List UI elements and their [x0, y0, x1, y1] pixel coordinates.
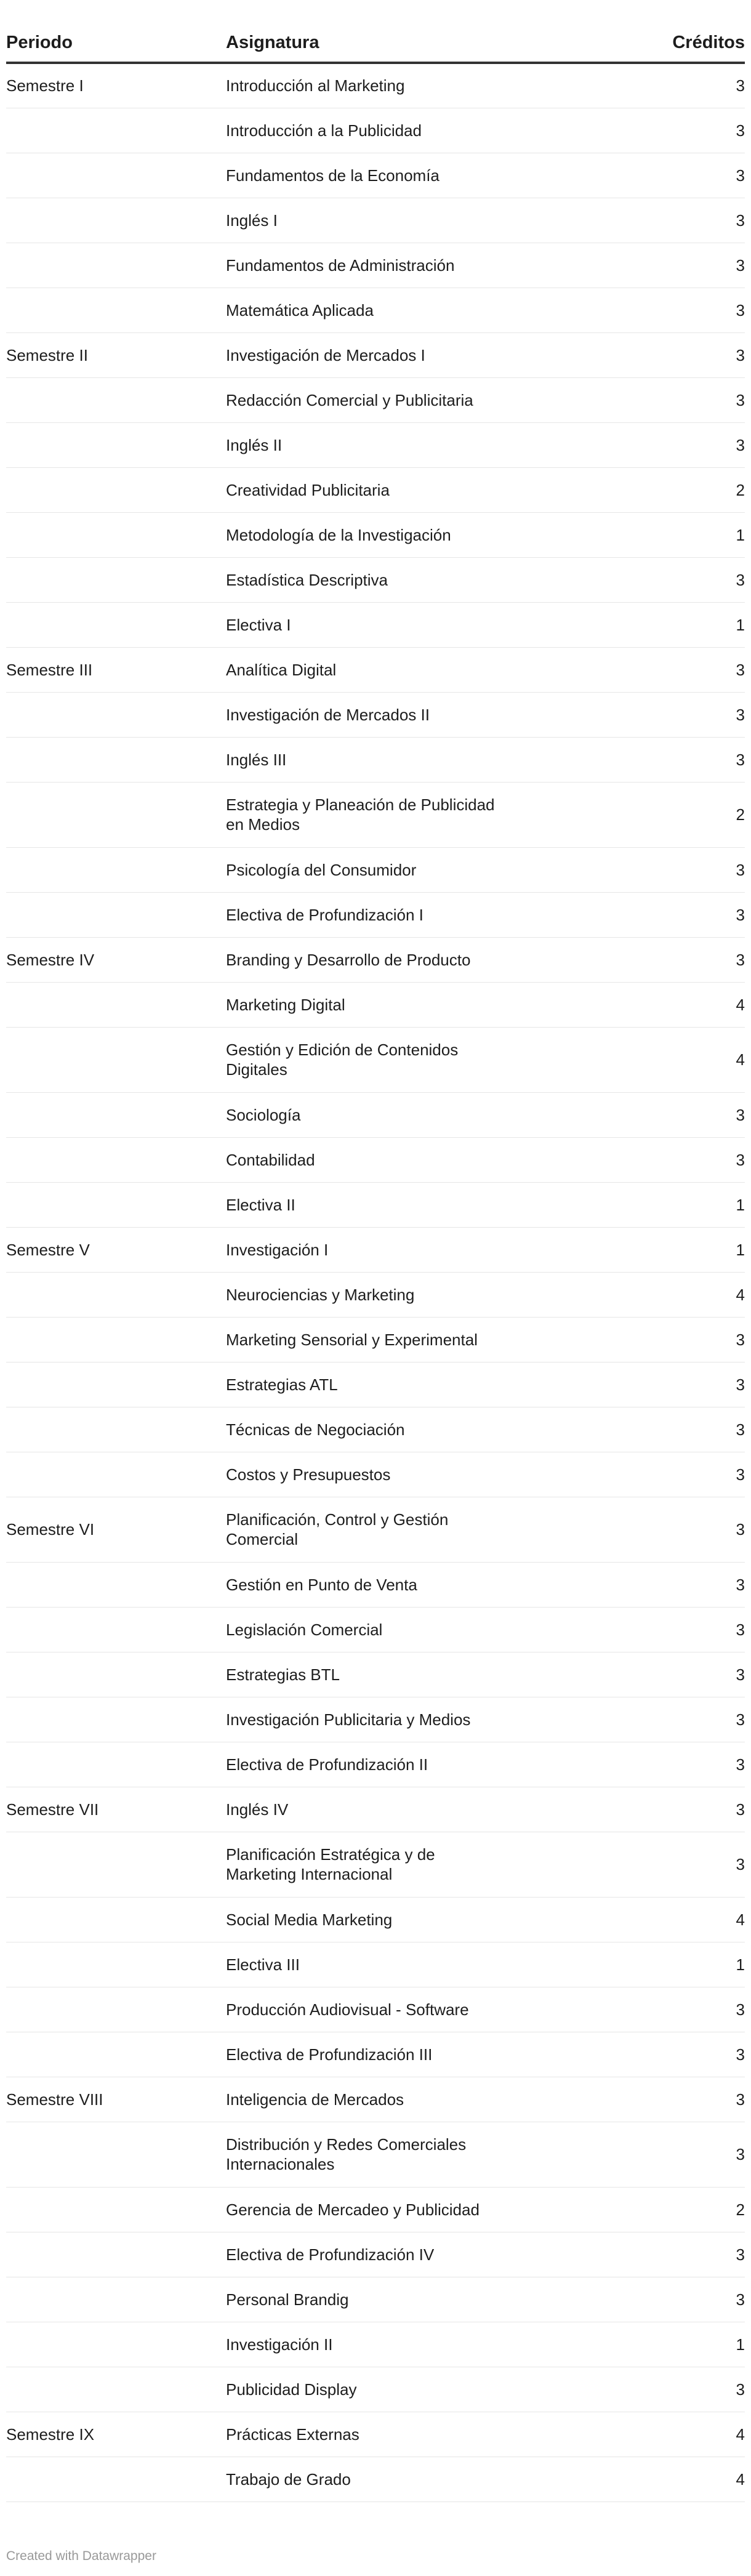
cell-asignatura: Gerencia de Mercadeo y Publicidad	[226, 2187, 517, 2232]
column-header-periodo[interactable]: Periodo	[6, 17, 226, 63]
table-row	[6, 1027, 745, 1092]
cell-asignatura: Introducción al Marketing	[226, 63, 517, 108]
cell-creditos: 1	[517, 1182, 745, 1227]
cell-asignatura: Social Media Marketing	[226, 1897, 517, 1942]
table-row	[6, 1227, 745, 1272]
cell-asignatura: Personal Brandig	[226, 2277, 517, 2322]
cell-asignatura: Marketing Sensorial y Experimental	[226, 1317, 517, 1362]
cell-periodo	[6, 1407, 226, 1452]
cell-periodo	[6, 243, 226, 288]
table-row	[6, 1897, 745, 1942]
table-row	[6, 1742, 745, 1787]
cell-creditos: 1	[517, 1942, 745, 1987]
cell-asignatura: Estrategia y Planeación de Publicidad en Medios	[226, 782, 517, 847]
cell-periodo	[6, 892, 226, 937]
cell-periodo	[6, 422, 226, 467]
table-row	[6, 1562, 745, 1607]
cell-creditos: 3	[517, 937, 745, 982]
cell-periodo	[6, 1697, 226, 1742]
cell-periodo	[6, 288, 226, 332]
cell-periodo	[6, 153, 226, 198]
cell-asignatura: Metodología de la Investigación	[226, 512, 517, 557]
cell-asignatura: Investigación I	[226, 1227, 517, 1272]
table-row	[6, 737, 745, 782]
cell-asignatura: Producción Audiovisual - Software	[226, 1987, 517, 2032]
cell-periodo: Semestre I	[6, 63, 226, 108]
cell-periodo	[6, 1607, 226, 1652]
table-row	[6, 243, 745, 288]
cell-asignatura: Costos y Presupuestos	[226, 1452, 517, 1497]
table-row	[6, 1452, 745, 1497]
cell-periodo	[6, 377, 226, 422]
table-row	[6, 1942, 745, 1987]
cell-creditos: 3	[517, 1787, 745, 1832]
cell-creditos: 1	[517, 2322, 745, 2367]
cell-periodo	[6, 692, 226, 737]
table-row	[6, 332, 745, 377]
table-row	[6, 2457, 745, 2502]
cell-creditos: 3	[517, 153, 745, 198]
table-row	[6, 1407, 745, 1452]
cell-creditos: 3	[517, 1607, 745, 1652]
cell-periodo	[6, 1742, 226, 1787]
table-header	[6, 17, 745, 63]
table-row	[6, 937, 745, 982]
cell-asignatura: Estrategias BTL	[226, 1652, 517, 1697]
table-row	[6, 557, 745, 602]
cell-periodo	[6, 847, 226, 892]
cell-creditos: 3	[517, 63, 745, 108]
table-row	[6, 982, 745, 1027]
cell-asignatura: Inteligencia de Mercados	[226, 2077, 517, 2122]
cell-creditos: 3	[517, 422, 745, 467]
table-row	[6, 2122, 745, 2187]
cell-asignatura: Contabilidad	[226, 1137, 517, 1182]
cell-creditos: 3	[517, 288, 745, 332]
cell-creditos: 4	[517, 2412, 745, 2457]
cell-periodo: Semestre IX	[6, 2412, 226, 2457]
cell-creditos: 2	[517, 467, 745, 512]
cell-asignatura: Investigación de Mercados II	[226, 692, 517, 737]
cell-periodo	[6, 1652, 226, 1697]
cell-asignatura: Distribución y Redes Comerciales Internacionales	[226, 2122, 517, 2187]
cell-periodo	[6, 1182, 226, 1227]
cell-asignatura: Inglés IV	[226, 1787, 517, 1832]
cell-creditos: 3	[517, 1652, 745, 1697]
table-row	[6, 647, 745, 692]
table-body	[6, 63, 745, 2502]
table-row	[6, 1987, 745, 2032]
cell-creditos: 1	[517, 602, 745, 647]
table-row	[6, 2277, 745, 2322]
cell-periodo	[6, 198, 226, 243]
cell-creditos: 2	[517, 2187, 745, 2232]
column-header-creditos[interactable]: Créditos	[517, 17, 745, 63]
table-row	[6, 1607, 745, 1652]
cell-asignatura: Planificación, Control y Gestión Comercial	[226, 1497, 517, 1562]
cell-asignatura: Inglés II	[226, 422, 517, 467]
table-row	[6, 1272, 745, 1317]
table-row	[6, 1092, 745, 1137]
cell-creditos: 3	[517, 2232, 745, 2277]
table-row	[6, 1317, 745, 1362]
curriculum-table-container	[6, 17, 745, 2502]
table-row	[6, 1787, 745, 1832]
cell-creditos: 3	[517, 1362, 745, 1407]
cell-periodo	[6, 782, 226, 847]
cell-creditos: 3	[517, 2122, 745, 2187]
cell-periodo	[6, 512, 226, 557]
cell-asignatura: Matemática Aplicada	[226, 288, 517, 332]
cell-creditos: 3	[517, 847, 745, 892]
cell-creditos: 3	[517, 1562, 745, 1607]
cell-asignatura: Branding y Desarrollo de Producto	[226, 937, 517, 982]
cell-creditos: 3	[517, 243, 745, 288]
table-row	[6, 2322, 745, 2367]
cell-asignatura: Publicidad Display	[226, 2367, 517, 2412]
table-row	[6, 2187, 745, 2232]
cell-creditos: 3	[517, 1092, 745, 1137]
cell-asignatura: Redacción Comercial y Publicitaria	[226, 377, 517, 422]
table-row	[6, 377, 745, 422]
cell-creditos: 3	[517, 1137, 745, 1182]
cell-creditos: 3	[517, 2032, 745, 2077]
table-row	[6, 467, 745, 512]
cell-periodo	[6, 1317, 226, 1362]
table-row	[6, 2077, 745, 2122]
cell-periodo	[6, 2457, 226, 2502]
cell-periodo	[6, 1897, 226, 1942]
cell-creditos: 3	[517, 557, 745, 602]
table-row	[6, 2232, 745, 2277]
cell-periodo	[6, 2277, 226, 2322]
table-row	[6, 602, 745, 647]
cell-asignatura: Electiva de Profundización I	[226, 892, 517, 937]
table-row	[6, 692, 745, 737]
table-row	[6, 1182, 745, 1227]
cell-periodo	[6, 108, 226, 153]
cell-asignatura: Estrategias ATL	[226, 1362, 517, 1407]
table-row	[6, 198, 745, 243]
table-row	[6, 2367, 745, 2412]
table-row	[6, 1652, 745, 1697]
cell-asignatura: Electiva de Profundización IV	[226, 2232, 517, 2277]
table-row	[6, 63, 745, 108]
cell-asignatura: Legislación Comercial	[226, 1607, 517, 1652]
table-row	[6, 108, 745, 153]
cell-periodo	[6, 1562, 226, 1607]
cell-periodo	[6, 1362, 226, 1407]
cell-creditos: 3	[517, 1497, 745, 1562]
cell-asignatura: Inglés III	[226, 737, 517, 782]
cell-creditos: 3	[517, 377, 745, 422]
table-row	[6, 153, 745, 198]
cell-asignatura: Inglés I	[226, 198, 517, 243]
cell-periodo	[6, 557, 226, 602]
cell-periodo: Semestre V	[6, 1227, 226, 1272]
table-row	[6, 1362, 745, 1407]
table-row	[6, 1832, 745, 1897]
cell-periodo: Semestre VI	[6, 1497, 226, 1562]
cell-creditos: 3	[517, 2367, 745, 2412]
cell-periodo	[6, 467, 226, 512]
cell-periodo	[6, 1452, 226, 1497]
cell-asignatura: Fundamentos de Administración	[226, 243, 517, 288]
cell-creditos: 3	[517, 1317, 745, 1362]
table-row	[6, 288, 745, 332]
cell-periodo	[6, 1832, 226, 1897]
cell-creditos: 3	[517, 198, 745, 243]
cell-creditos: 3	[517, 1407, 745, 1452]
cell-creditos: 3	[517, 1452, 745, 1497]
cell-periodo: Semestre IV	[6, 937, 226, 982]
cell-creditos: 3	[517, 332, 745, 377]
cell-asignatura: Investigación Publicitaria y Medios	[226, 1697, 517, 1742]
cell-creditos: 1	[517, 1227, 745, 1272]
cell-periodo: Semestre III	[6, 647, 226, 692]
cell-asignatura: Trabajo de Grado	[226, 2457, 517, 2502]
cell-asignatura: Planificación Estratégica y de Marketing Internacional	[226, 1832, 517, 1897]
cell-periodo	[6, 1987, 226, 2032]
cell-periodo: Semestre VIII	[6, 2077, 226, 2122]
cell-asignatura: Gestión en Punto de Venta	[226, 1562, 517, 1607]
curriculum-table	[6, 17, 745, 2502]
cell-creditos: 1	[517, 512, 745, 557]
cell-periodo	[6, 2187, 226, 2232]
cell-creditos: 4	[517, 1272, 745, 1317]
cell-asignatura: Neurociencias y Marketing	[226, 1272, 517, 1317]
table-row	[6, 892, 745, 937]
cell-asignatura: Estadística Descriptiva	[226, 557, 517, 602]
table-row	[6, 782, 745, 847]
cell-periodo	[6, 1137, 226, 1182]
cell-asignatura: Psicología del Consumidor	[226, 847, 517, 892]
cell-asignatura: Electiva III	[226, 1942, 517, 1987]
header-row	[6, 17, 745, 63]
cell-periodo	[6, 2032, 226, 2077]
cell-asignatura: Fundamentos de la Economía	[226, 153, 517, 198]
cell-periodo	[6, 2232, 226, 2277]
cell-periodo: Semestre II	[6, 332, 226, 377]
cell-creditos: 3	[517, 1832, 745, 1897]
cell-asignatura: Marketing Digital	[226, 982, 517, 1027]
column-header-asignatura[interactable]: Asignatura	[226, 17, 517, 63]
table-row	[6, 847, 745, 892]
cell-creditos: 3	[517, 1987, 745, 2032]
cell-periodo	[6, 982, 226, 1027]
cell-periodo	[6, 1092, 226, 1137]
cell-periodo	[6, 737, 226, 782]
cell-periodo	[6, 1272, 226, 1317]
cell-creditos: 2	[517, 782, 745, 847]
cell-periodo	[6, 2367, 226, 2412]
cell-asignatura: Investigación de Mercados I	[226, 332, 517, 377]
cell-asignatura: Prácticas Externas	[226, 2412, 517, 2457]
cell-periodo	[6, 2322, 226, 2367]
datawrapper-credit[interactable]: Created with Datawrapper	[6, 2549, 156, 2563]
table-row	[6, 2032, 745, 2077]
cell-periodo	[6, 1027, 226, 1092]
cell-creditos: 3	[517, 1697, 745, 1742]
table-row	[6, 1497, 745, 1562]
cell-asignatura: Investigación II	[226, 2322, 517, 2367]
cell-creditos: 4	[517, 2457, 745, 2502]
cell-asignatura: Analítica Digital	[226, 647, 517, 692]
cell-asignatura: Introducción a la Publicidad	[226, 108, 517, 153]
cell-creditos: 3	[517, 2077, 745, 2122]
cell-asignatura: Electiva de Profundización II	[226, 1742, 517, 1787]
cell-creditos: 3	[517, 2277, 745, 2322]
cell-creditos: 3	[517, 647, 745, 692]
cell-creditos: 4	[517, 1027, 745, 1092]
cell-periodo	[6, 1942, 226, 1987]
cell-periodo	[6, 2122, 226, 2187]
table-row	[6, 512, 745, 557]
table-row	[6, 2412, 745, 2457]
cell-periodo	[6, 602, 226, 647]
cell-asignatura: Electiva I	[226, 602, 517, 647]
cell-creditos: 3	[517, 108, 745, 153]
cell-asignatura: Técnicas de Negociación	[226, 1407, 517, 1452]
table-row	[6, 1697, 745, 1742]
cell-creditos: 3	[517, 892, 745, 937]
cell-creditos: 3	[517, 737, 745, 782]
cell-asignatura: Gestión y Edición de Contenidos Digitales	[226, 1027, 517, 1092]
cell-asignatura: Sociología	[226, 1092, 517, 1137]
table-row	[6, 1137, 745, 1182]
table-row	[6, 422, 745, 467]
cell-asignatura: Electiva de Profundización III	[226, 2032, 517, 2077]
cell-periodo: Semestre VII	[6, 1787, 226, 1832]
cell-asignatura: Electiva II	[226, 1182, 517, 1227]
cell-creditos: 4	[517, 1897, 745, 1942]
cell-asignatura: Creatividad Publicitaria	[226, 467, 517, 512]
cell-creditos: 3	[517, 1742, 745, 1787]
cell-creditos: 4	[517, 982, 745, 1027]
cell-creditos: 3	[517, 692, 745, 737]
